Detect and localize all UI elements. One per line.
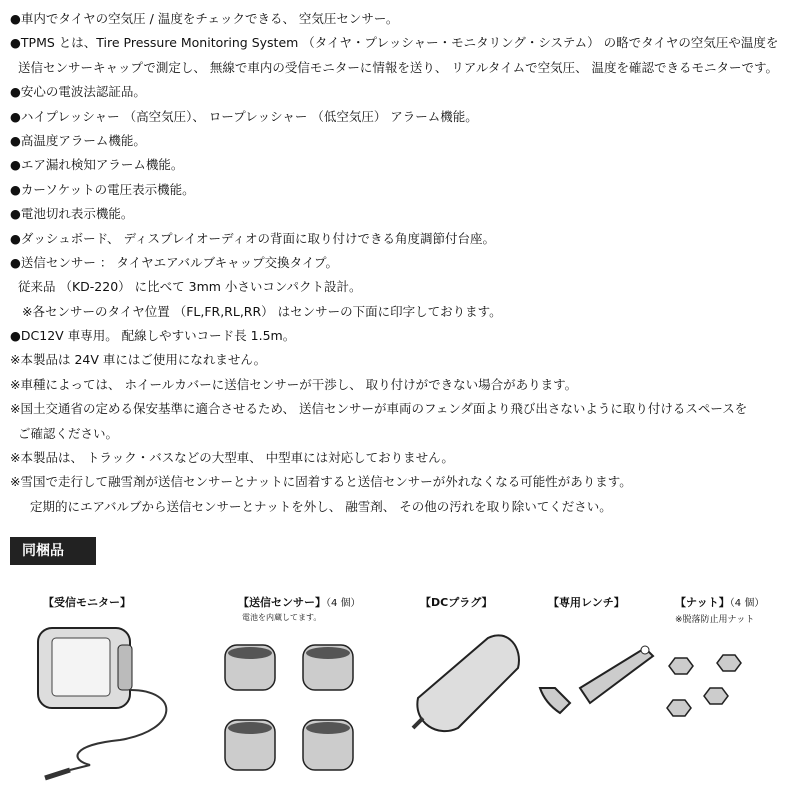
feature-line: ●エア漏れ検知アラーム機能。 [10, 157, 184, 173]
feature-line: ●車内でタイヤの空気圧 / 温度をチェックできる、 空気圧センサー。 [10, 11, 399, 26]
feature-line: ●送信センサー ： タイヤエアバルブキャップ交換タイプ。 [10, 254, 338, 270]
feature-line: 送信センサーキャップで測定し、 無線で車内の受信モニターに情報を送り、 リアルタイムで空気圧、 温度を確認できるモニターです。 [18, 59, 779, 75]
nut-qty: （4 個） [729, 598, 765, 609]
sensor-label [238, 594, 361, 610]
feature-line: ※本製品は 24V 車にはご使用になれません。 [10, 352, 267, 368]
feature-line: ●安心の電波法認証品。 [10, 84, 146, 100]
feature-line: ●カーソケットの電圧表示機能。 [10, 181, 195, 197]
feature-line: ●電池切れ表示機能。 [10, 206, 134, 222]
monitor-label: 【受信モニター】 [43, 596, 131, 609]
wrench-label: 【専用レンチ】 [548, 596, 625, 609]
nut-label-text: 【ナット】 [675, 596, 730, 609]
sensor-label-text: 【送信センサー】 [238, 596, 326, 609]
feature-line: 定期的にエアバルブから送信センサーとナットを外し、 融雪剤、 その他の汚れを取り除いてください。 [30, 498, 612, 514]
sensor-image [215, 635, 375, 785]
feature-line: 従来品 （KD-220） に比べて 3mm 小さいコンパクト設計。 [18, 279, 362, 295]
monitor-image [30, 620, 200, 790]
sensor-note: 電池を内蔵してます。 [242, 613, 322, 622]
feature-line: ※雪国で走行して融雪剤が送信センサーとナットに固着すると送信センサーが外れなくなる可能性があります。 [10, 474, 632, 490]
plug-image [408, 628, 528, 738]
feature-line: ※国土交通省の定める保安基準に適合させるため、 送信センサーが車両のフェンダ面より飛び出さないように取り付けるスペースを [10, 401, 748, 417]
feature-line: ●DC12V 車専用。 配線しやすいコード長 1.5m。 [10, 328, 296, 344]
feature-line: ※車種によっては、 ホイールカバーに送信センサーが干渉し、 取り付けができない場合があります。 [10, 376, 578, 392]
feature-line: ●TPMS とは、Tire Pressure Monitoring System （タイヤ・プレッシャー・モニタリング・システム） の略でタイヤの空気圧や温度を [10, 35, 779, 51]
feature-line: ●ダッシュボード、 ディスプレイオーディオの背面に取り付けできる角度調節付台座。 [10, 230, 496, 246]
feature-line: ※本製品は、 トラック・バスなどの大型車、 中型車には対応しておりません。 [10, 450, 454, 466]
feature-line: ※各センサーのタイヤ位置 （FL,FR,RL,RR） はセンサーの下面に印字しております。 [22, 303, 502, 319]
nut-label [675, 594, 764, 610]
sensor-qty: （4 個） [326, 598, 361, 609]
feature-list [10, 7, 778, 519]
feature-line: ●ハイプレッシャー （高空気圧）、 ロープレッシャー （低空気圧） アラーム機能。 [10, 108, 478, 124]
feature-line: ●高温度アラーム機能。 [10, 132, 146, 148]
nut-note: ※脱落防止用ナット [675, 615, 755, 625]
nut-image [655, 650, 755, 730]
feature-line: ご確認ください。 [18, 425, 119, 441]
section-title: 同梱品 [10, 537, 96, 565]
wrench-image [535, 628, 665, 738]
plug-label: 【DCプラグ】 [420, 596, 493, 609]
